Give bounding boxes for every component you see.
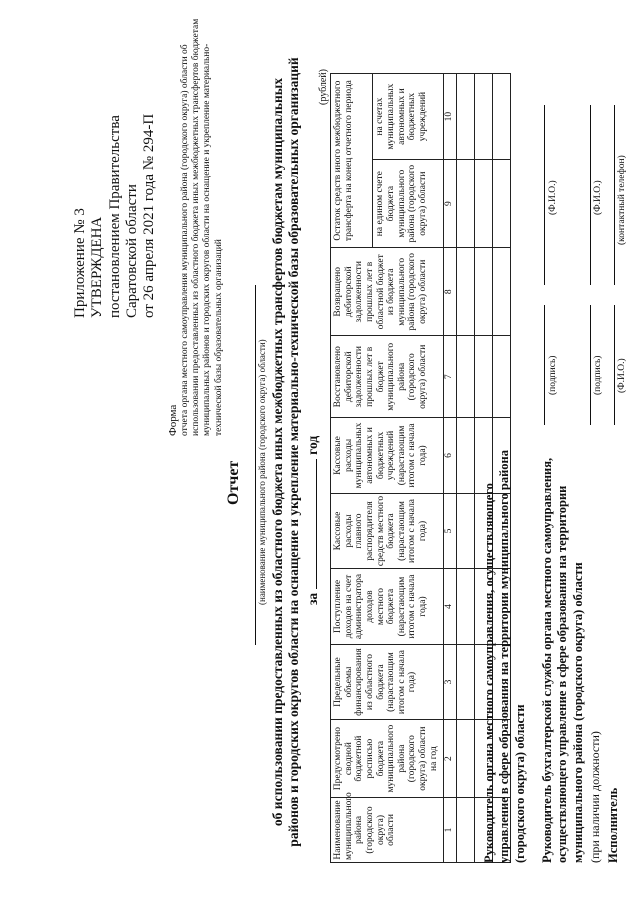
appendix-line2: постановлением Правительства xyxy=(106,115,123,318)
group-header-cell: Остаток средств иного межбюджетного трансферта на конец отчетного периода xyxy=(331,74,373,248)
header-cell: Кассовые расходы муниципальных автономных и бюджетных учреждений (нарастающим итогом с начала года) xyxy=(331,418,444,494)
form-label: Форма xyxy=(167,404,179,436)
column-number: 4 xyxy=(444,569,457,645)
executor-name-caption: (Ф.И.О.) xyxy=(617,358,627,393)
column-number: 1 xyxy=(444,797,457,862)
appendix-line4: от 26 апреля 2021 года № 294-П xyxy=(141,113,157,318)
accounting-name-caption: (Ф.И.О.) xyxy=(593,180,603,215)
header-cell: Предусмотрено сводной бюджетной росписью бюджета муниципального района (городского округа) области на год xyxy=(331,720,444,798)
executor-phone-caption: (контактный телефон) xyxy=(617,155,627,245)
accounting-name-line xyxy=(590,105,591,285)
report-subject: об использовании предоставленных из областного бюджета иных межбюджетных трансфертов бюджетам муниципальных районов и городских округов области на оснащение и укрепление материально-технической базы образовательных организаций xyxy=(270,57,302,847)
year-suffix: год xyxy=(305,435,320,455)
accounting-signature-caption: (подпись) xyxy=(593,355,603,395)
municipality-name-line xyxy=(255,285,256,645)
report-title: Отчет xyxy=(225,460,242,505)
header-cell: Поступление доходов на счет администратора доходов местного бюджета (нарастающим итогом с начала года) xyxy=(331,569,444,645)
header-cell: Наименование муниципального района (городского округа) области xyxy=(331,797,444,862)
accounting-signature-line xyxy=(590,305,591,425)
head-signature-caption: (подпись) xyxy=(548,355,558,395)
accounting-signature-label: Руководитель бухгалтерской службы органа местного самоуправления, осуществляющего управление в сфере образования на территории муниципального района (городского округа) области xyxy=(540,457,585,863)
executor-phone-line xyxy=(614,105,615,285)
municipality-caption: (наименование муниципального района (городского округа) области) xyxy=(257,339,267,605)
head-name-line xyxy=(544,105,545,285)
column-number: 7 xyxy=(444,336,457,418)
table-header-row xyxy=(331,74,373,863)
appendix-block xyxy=(72,114,158,318)
subheader-cell: на едином счете бюджета муниципального района (городского округа) области xyxy=(373,160,444,248)
appendix-line3: Саратовской области xyxy=(123,184,140,318)
year-blank xyxy=(304,459,317,589)
table-row xyxy=(457,74,475,863)
report-year-line xyxy=(304,436,321,605)
header-cell: Кассовые расходы главного распорядителя средств местного бюджета (нарастающим итогом с начала года) xyxy=(331,493,444,569)
column-number: 2 xyxy=(444,720,457,798)
column-number-row xyxy=(444,74,457,863)
subheader-cell: на счетах муниципальных автономных и бюджетных учреждений xyxy=(373,74,444,160)
column-number: 3 xyxy=(444,644,457,720)
column-number: 10 xyxy=(444,74,457,160)
appendix-approved: УТВЕРЖДЕНА xyxy=(89,216,106,318)
form-description: отчета органа местного самоуправления муниципального района (городского округа) области об использовании предоставленных из областного бюджета иных межбюджетных трансфертов бюджетам муниципальных районов и городских округов области на оснащение и укрепление материально-технической базы образовательных организаций xyxy=(180,18,224,436)
executor-label: Исполнитель xyxy=(606,787,620,863)
header-cell: Предельные объемы финансирования из областного бюджета (нарастающим итогом с начала года) xyxy=(331,644,444,720)
accounting-note: (при наличии должности) xyxy=(588,731,602,863)
executor-name-line xyxy=(614,305,615,425)
head-signature-line xyxy=(544,305,545,425)
column-number: 9 xyxy=(444,160,457,248)
column-number: 6 xyxy=(444,418,457,494)
currency-unit: (рублей) xyxy=(318,68,329,105)
column-number: 8 xyxy=(444,248,457,336)
head-signature-label: Руководитель органа местного самоуправления, осуществляющего управление в сфере образования на территории муниципального района (городского округа) области xyxy=(482,450,527,863)
column-number: 5 xyxy=(444,493,457,569)
header-cell: Восстановлено дебиторской задолженности прошлых лет в бюджет муниципального района (городского округа) области xyxy=(331,336,444,418)
head-name-caption: (Ф.И.О.) xyxy=(548,180,558,215)
appendix-number: Приложение № 3 xyxy=(72,208,88,318)
header-cell: Возвращено дебиторской задолженности прошлых лет в областной бюджет из бюджета муниципального района (городского округа) области xyxy=(331,248,444,336)
year-prefix: за xyxy=(305,592,320,605)
